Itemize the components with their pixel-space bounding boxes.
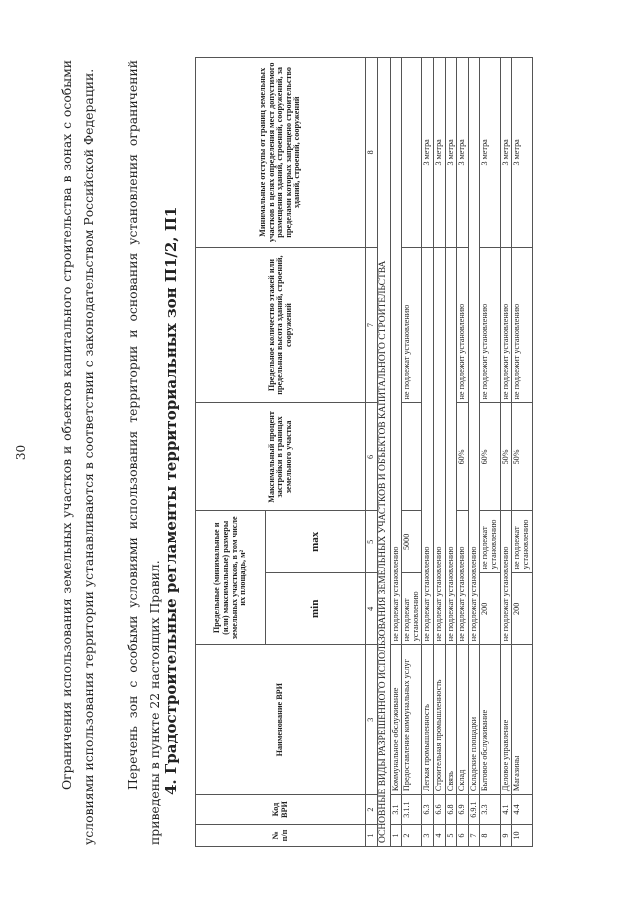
row-value: не подлежат установлению (500, 511, 512, 645)
table-row (480, 58, 500, 847)
row-value: не подлежат установлению (390, 58, 402, 645)
row-num: 9 (500, 825, 512, 847)
row-setback: 3 метра (434, 58, 446, 248)
row-name: Складские площадки (468, 645, 480, 795)
row-floors: не подлежат установлению (402, 247, 422, 403)
row-value: не подлежат установлению (468, 58, 480, 645)
row-setback: 3 метра (480, 58, 500, 248)
row-code: 4.1 (500, 795, 512, 825)
header-min: min (266, 573, 366, 645)
section-row: ОСНОВНЫЕ ВИДЫ РАЗРЕШЕННОГО ИСПОЛЬЗОВАНИЯ ЗЕМЕЛЬНЫХ УЧАСТКОВ И ОБЪЕКТОВ КАПИТАЛЬНОГО СТРОИТЕЛЬСТВА (377, 58, 390, 847)
row-code: 6.9.1 (468, 795, 480, 825)
paragraph-zone-list: Перечень зон с особыми условиями использования территории и основания установления ограничений приведены в пункте 22 настоящих Правил. (125, 60, 162, 845)
row-num: 6 (457, 825, 469, 847)
table-row (422, 58, 434, 847)
table-row (390, 58, 402, 847)
row-percent: 50% (512, 403, 532, 511)
row-name: Строительная промышленность (434, 645, 446, 795)
col-number: 2 (366, 795, 378, 825)
col-number: 3 (366, 645, 378, 795)
col-number: 1 (366, 825, 378, 847)
row-num: 8 (480, 825, 500, 847)
table-row (468, 58, 480, 847)
header-name: Наименование ВРИ (196, 645, 366, 795)
row-percent: 60% (480, 403, 500, 511)
row-name: Магазины (512, 645, 532, 795)
row-num: 3 (422, 825, 434, 847)
row-code: 3.1.1 (402, 795, 422, 825)
row-setback: 3 метра (500, 58, 512, 248)
row-name: Коммунальное обслуживание (390, 645, 402, 795)
row-percent (402, 403, 422, 511)
col-number: 7 (366, 247, 378, 403)
row-floors: не подлежит установлению (480, 247, 500, 403)
row-code: 3.1 (390, 795, 402, 825)
row-code: 3.3 (480, 795, 500, 825)
row-num: 2 (402, 825, 422, 847)
row-num: 7 (468, 825, 480, 847)
table-row (402, 58, 422, 847)
header-max: max (266, 511, 366, 573)
regulations-table (195, 57, 533, 847)
header-size-group: Предельные (минимальные и (или) максимальные) размеры земельных участков, в том числе их площадь, м² (196, 511, 266, 645)
row-name: Связь (445, 645, 457, 795)
row-code: 6.9 (457, 795, 469, 825)
header-code: Код ВРИ (196, 795, 366, 825)
row-code: 4.4 (512, 795, 532, 825)
row-max: не подлежат установлению (512, 511, 532, 573)
table-row (434, 58, 446, 847)
row-code: 6.3 (422, 795, 434, 825)
header-floors: Предельное количество этажей или предельная высота зданий, строений, сооружений (196, 247, 366, 403)
col-number: 5 (366, 511, 378, 573)
row-max: не подлежат установлению (480, 511, 500, 573)
row-value: не подлежат установлению (445, 247, 457, 645)
col-number: 4 (366, 573, 378, 645)
table-row (512, 58, 532, 847)
row-name: Склад (457, 645, 469, 795)
row-setback: 3 метра (422, 58, 434, 248)
row-floors: не подлежит установлению (457, 247, 469, 403)
row-min: 200 (512, 573, 532, 645)
row-setback: 3 метра (457, 58, 469, 248)
row-name: Легкая промышленность (422, 645, 434, 795)
row-min: 200 (480, 573, 500, 645)
paragraph-restrictions: Ограничения использования земельных участков и объектов капитального строительства в зонах с особыми условиями использования территории устанавливаются в соответствии с законодательством Российской Федерации. (59, 60, 96, 845)
row-name: Предоставление коммунальных услуг (402, 645, 422, 795)
row-setback: 3 метра (445, 58, 457, 248)
col-number: 6 (366, 403, 378, 511)
row-floors: не подлежит установлению (512, 247, 532, 403)
row-code: 6.8 (445, 795, 457, 825)
row-min: не подлежат установлению (402, 573, 422, 645)
row-num: 5 (445, 825, 457, 847)
row-floors: не подлежит установлению (500, 247, 512, 403)
row-name: Бытовое обслуживание (480, 645, 500, 795)
row-setback (402, 58, 422, 248)
header-num: № п/п (196, 825, 366, 847)
section-heading: 4. Градостроительные регламенты территориальных зон П1/2, П1 (162, 206, 180, 795)
row-value: не подлежат установлению (457, 511, 469, 645)
row-num: 4 (434, 825, 446, 847)
col-number: 8 (366, 58, 378, 248)
table-row (445, 58, 457, 847)
header-setback: Минимальные отступы от границ земельных участков в целях определения мест допустимого размещения зданий, строений, сооружений, за пределами которых запрещено строительство зданий, строений, сооружений (196, 58, 366, 248)
row-percent: 60% (457, 403, 469, 511)
header-percent: Максимальный процент застройки в границах земельного участка (196, 403, 366, 511)
page-number: 30 (14, 444, 28, 461)
row-max: 5000 (402, 511, 422, 573)
row-value: не подлежат установлению (422, 247, 434, 645)
table-row (457, 58, 469, 847)
table-row (500, 58, 512, 847)
row-num: 10 (512, 825, 532, 847)
row-percent: 50% (500, 403, 512, 511)
row-setback: 3 метра (512, 58, 532, 248)
row-code: 6.6 (434, 795, 446, 825)
row-num: 1 (390, 825, 402, 847)
row-name: Деловое управление (500, 645, 512, 795)
row-value: не подлежат установлению (434, 247, 446, 645)
